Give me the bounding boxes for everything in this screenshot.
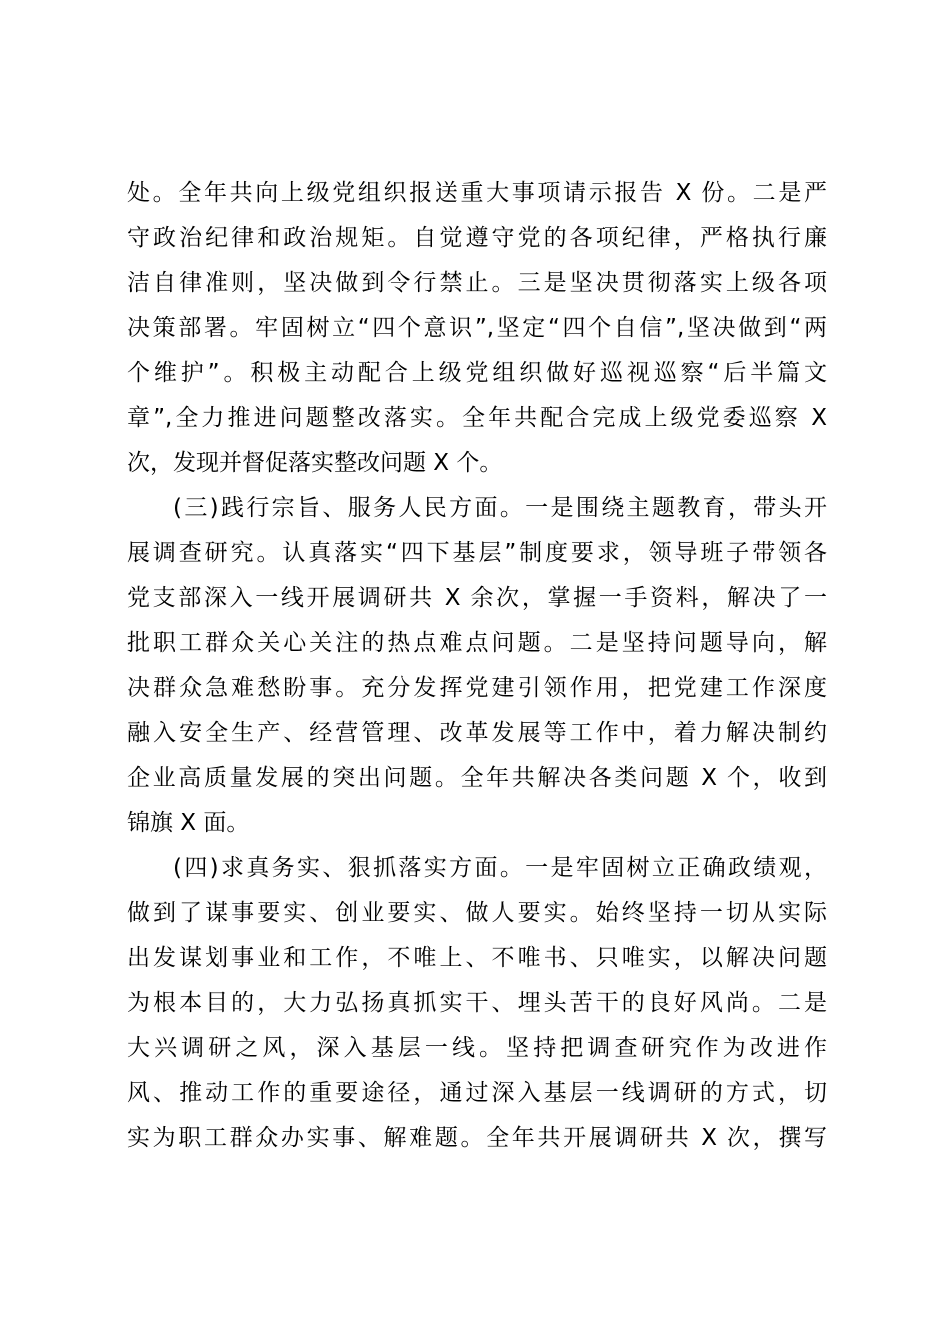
text-line: 为根本目的，大力弘扬真抓实干、埋头苦干的良好风尚。二是 [127,990,827,1016]
text-line: 党支部深入一线开展调研共 X 余次，掌握一手资料，解决了一 [127,585,827,611]
text-line: 锦旗 X 面。 [127,810,250,836]
text-line: 企业高质量发展的突出问题。全年共解决各类问题 X 个，收到 [127,765,827,791]
text-line: 批职工群众关心关注的热点难点问题。二是坚持问题导向，解 [127,630,827,656]
text-line: 决策部署。牢固树立“四个意识”,坚定“四个自信”,坚决做到“两 [127,315,827,341]
text-line: 融入安全生产、经营管理、改革发展等工作中，着力解决制约 [127,720,827,746]
text-line: 展调查研究。认真落实“四下基层”制度要求，领导班子带领各 [127,540,827,566]
text-line: 次，发现并督促落实整改问题 X 个。 [127,450,503,476]
text-line: 出发谋划事业和工作，不唯上、不唯书、只唯实，以解决问题 [127,945,827,971]
text-line: 大兴调研之风，深入基层一线。坚持把调查研究作为改进作 [127,1035,827,1061]
text-line: 处。全年共向上级党组织报送重大事项请示报告 X 份。二是严 [127,180,827,206]
paragraph-section-4 [127,846,827,1161]
text-line: 洁自律准则，坚决做到令行禁止。三是坚决贯彻落实上级各项 [127,270,827,296]
text-line: 风、推动工作的重要途径，通过深入基层一线调研的方式，切 [127,1080,827,1106]
section-heading-line: (三)践行宗旨、服务人民方面。一是围绕主题教育，带头开 [173,495,827,521]
paragraph-continuation [127,171,827,486]
text-line: 守政治纪律和政治规矩。自觉遵守党的各项纪律，严格执行廉 [127,225,827,251]
text-line: 决群众急难愁盼事。充分发挥党建引领作用，把党建工作深度 [127,675,827,701]
text-line: 章”,全力推进问题整改落实。全年共配合完成上级党委巡察 X [127,405,827,431]
document-body [127,171,827,1161]
text-line: 实为职工群众办实事、解难题。全年共开展调研共 X 次，撰写 [127,1125,827,1151]
paragraph-section-3 [127,486,827,846]
text-line: 做到了谋事要实、创业要实、做人要实。始终坚持一切从实际 [127,900,827,926]
text-line: 个维护”。积极主动配合上级党组织做好巡视巡察“后半篇文 [127,360,827,386]
section-heading-line: (四)求真务实、狠抓落实方面。一是牢固树立正确政绩观， [173,855,827,881]
